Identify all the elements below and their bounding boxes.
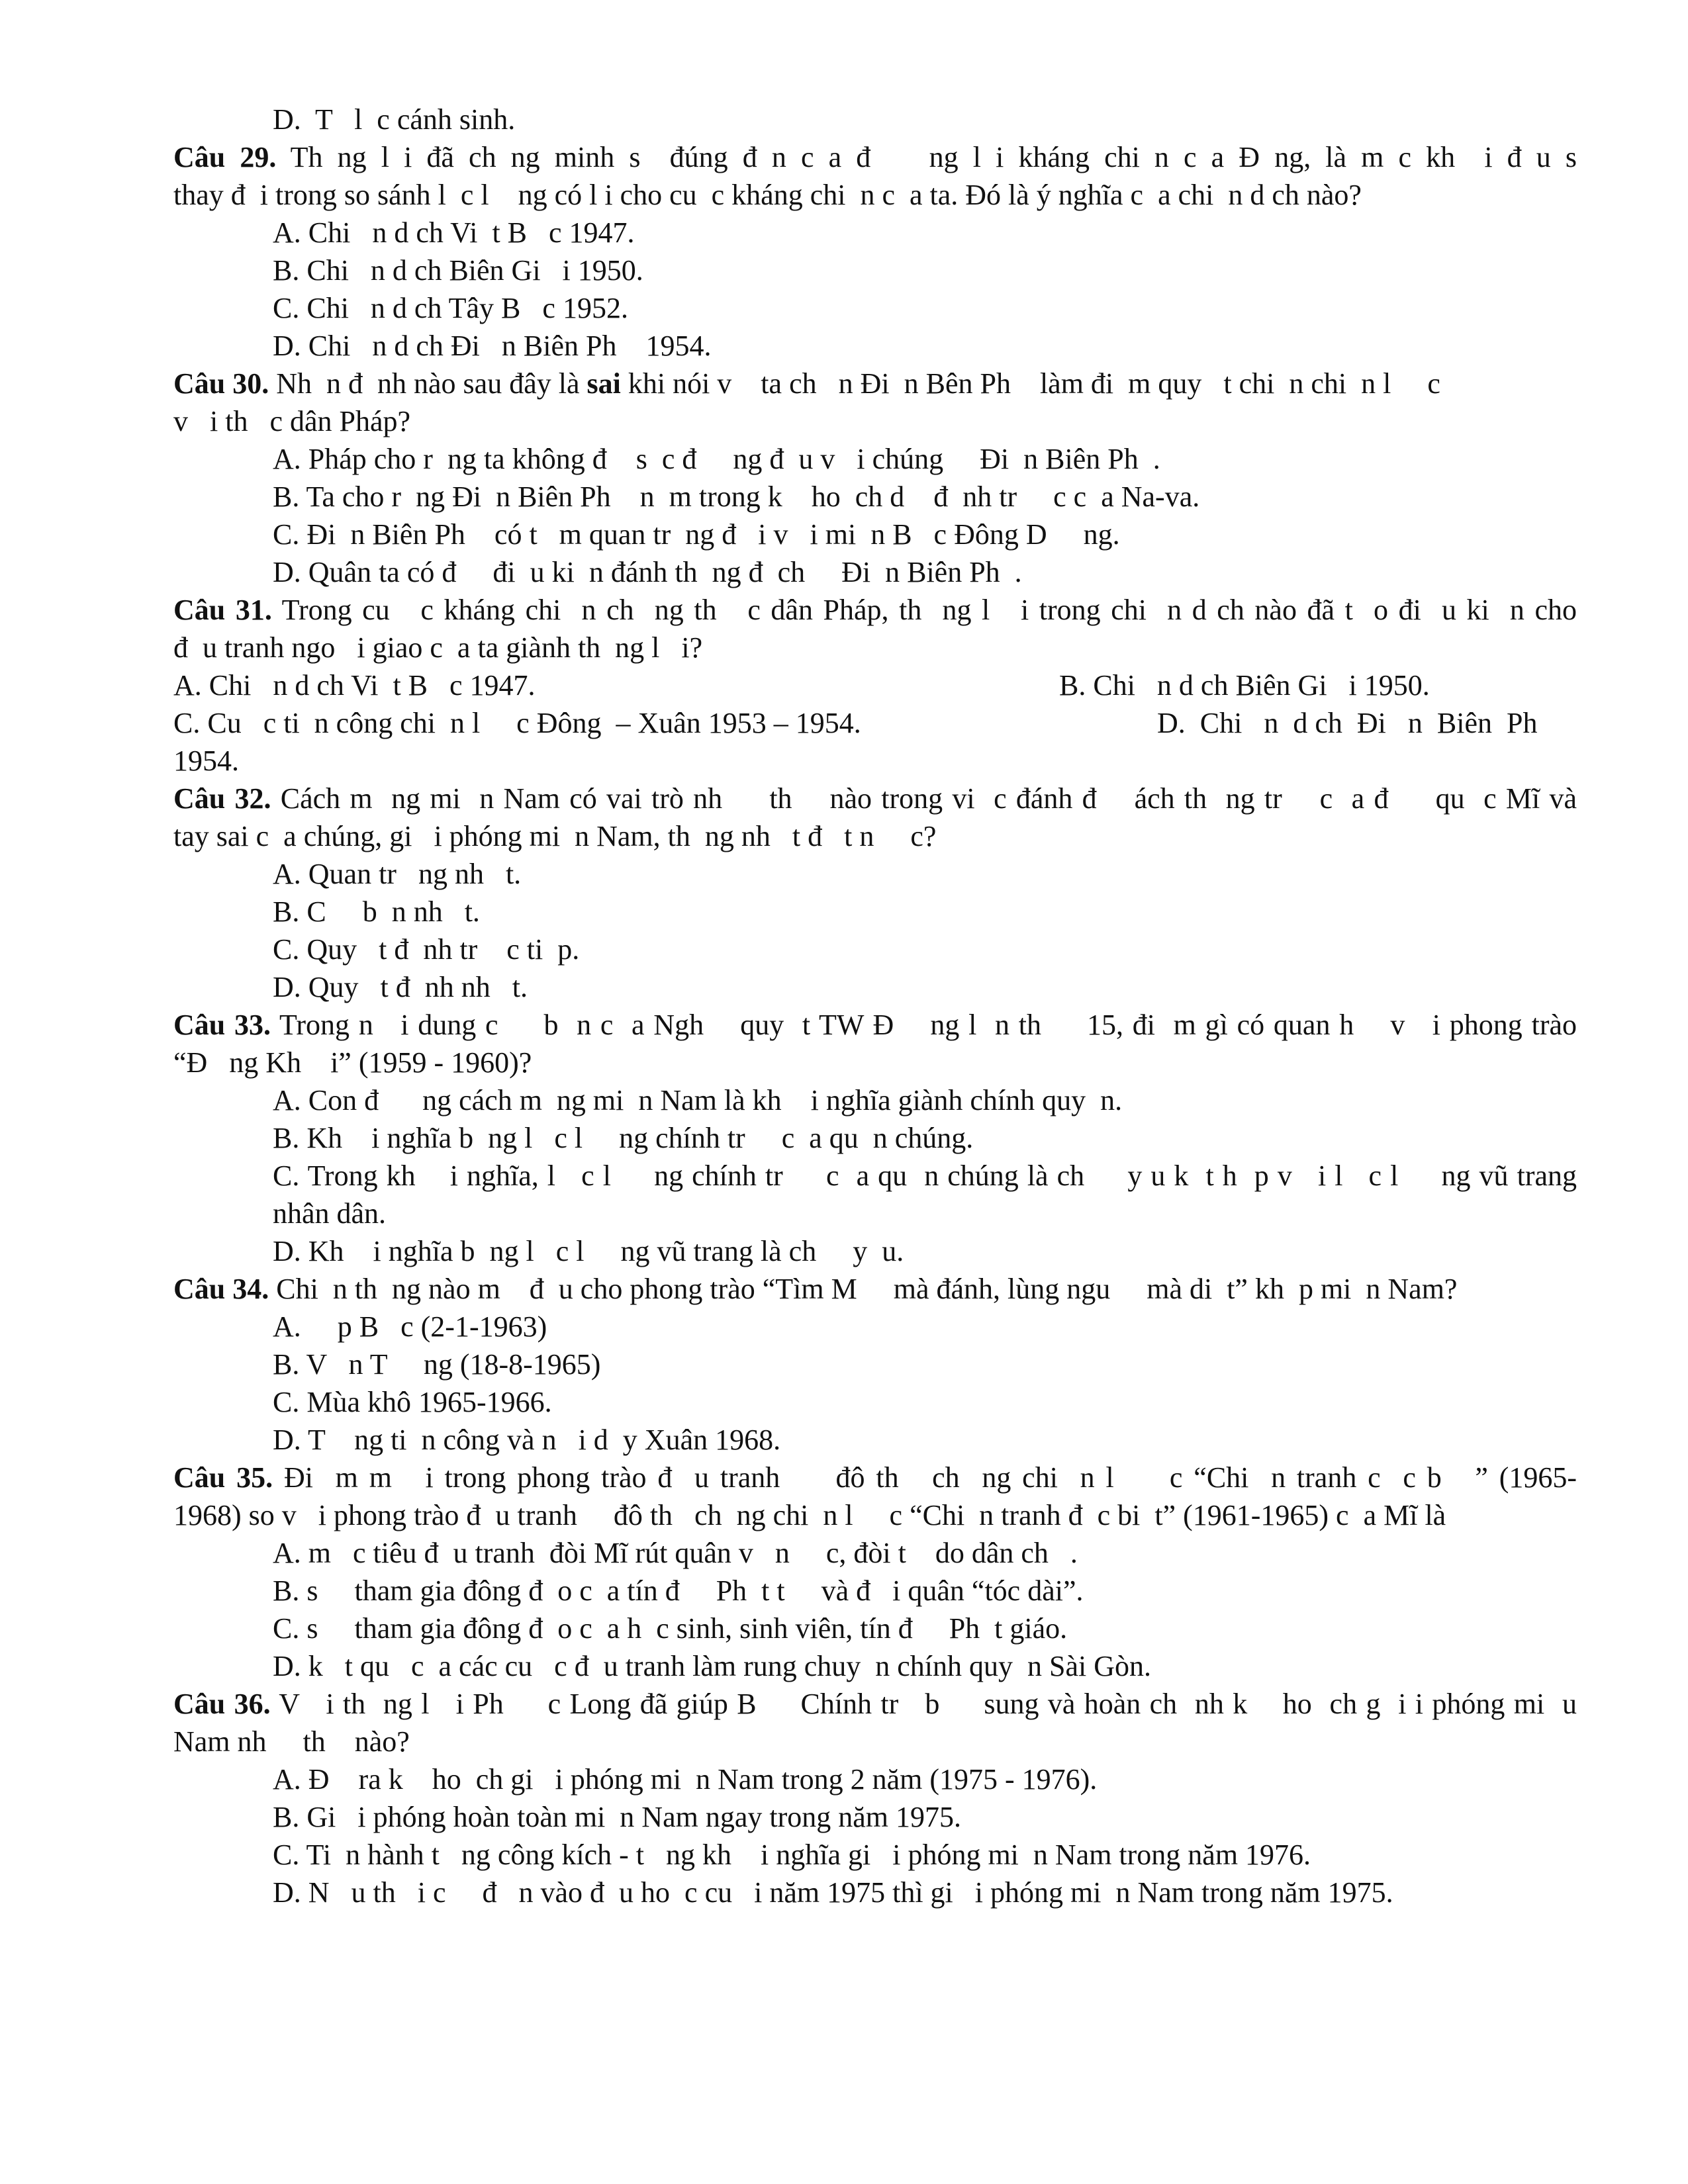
prev-option-d: D. T l c cánh sinh.: [273, 103, 516, 136]
question-33-option-a: A. Con đ ng cách m ng mi n Nam là kh i nghĩa giành chính quy n.: [273, 1084, 1123, 1116]
question-29-option-c: C. Chi n d ch Tây B c 1952.: [273, 292, 628, 324]
question-30-label: Câu 30.: [173, 367, 269, 400]
question-36-option-b: B. Gi i phóng hoàn toàn mi n Nam ngay trong năm 1975.: [273, 1801, 961, 1833]
question-30-option-c: C. Đi n Biên Ph có t m quan tr ng đ i v i mi n B c Đông D ng.: [273, 518, 1120, 551]
question-33-option-d: D. Kh i nghĩa b ng l c l ng vũ trang là ch y u.: [273, 1235, 904, 1267]
question-34-option-c: C. Mùa khô 1965-1966.: [273, 1386, 552, 1418]
question-36-option-a: A. Đ ra k ho ch gi i phóng mi n Nam trong 2 năm (1975 - 1976).: [273, 1763, 1098, 1796]
question-29-option-a: A. Chi n d ch Vi t B c 1947.: [273, 216, 635, 249]
question-31-option-d-wrap: 1954.: [173, 745, 239, 777]
question-33-line-2: “Đ ng Kh i” (1959 - 1960)?: [173, 1046, 532, 1079]
question-30-option-a: A. Pháp cho r ng ta không đ s c đ ng đ u v i chúng Đi n Biên Ph .: [273, 443, 1160, 475]
question-30-emphasis: sai: [586, 367, 621, 400]
question-32-line-2: tay sai c a chúng, gi i phóng mi n Nam, th ng nh t đ t n c?: [173, 820, 937, 852]
question-32-option-c: C. Quy t đ nh tr c ti p.: [273, 933, 580, 966]
question-34-label: Câu 34.: [173, 1273, 269, 1305]
question-33-option-b: B. Kh i nghĩa b ng l c l ng chính tr c a qu n chúng.: [273, 1122, 974, 1154]
question-32-option-b: B. C b n nh t.: [273, 895, 480, 928]
question-34-option-b: B. V n T ng (18-8-1965): [273, 1348, 601, 1381]
question-29-option-d: D. Chi n d ch Đi n Biên Ph 1954.: [273, 330, 712, 362]
question-31-option-b: B. Chi n d ch Biên Gi i 1950.: [1059, 669, 1430, 702]
question-30-option-d: D. Quân ta có đ đi u ki n đánh th ng đ ch Đi n Biên Ph .: [273, 556, 1022, 588]
question-34-line-1: Câu 34. Chi n th ng nào m đ u cho phong trào “Tìm M mà đánh, lùng ngu mà di t” kh p mi n Nam?: [173, 1273, 1458, 1305]
question-31-option-d: D. Chi n d ch Đi n Biên Ph: [1157, 707, 1538, 739]
question-32-line-1: Câu 32. Cách m ng mi n Nam có vai trò nh th nào trong vi c đánh đ ách th ng tr c a đ qu c Mĩ và: [173, 782, 1577, 815]
question-31-line-1: Câu 31. Trong cu c kháng chi n ch ng th c dân Pháp, th ng l i trong chi n d ch nào đã t o đi u ki n cho: [173, 594, 1577, 626]
question-30-line-1: Câu 30. Nh n đ nh nào sau đây là sai khi nói v ta ch n Đi n Bên Ph làm đi m quy t chi n chi n l c: [173, 367, 1440, 400]
question-31-line-2: đ u tranh ngo i giao c a ta giành th ng l i?: [173, 631, 703, 664]
question-36-line-2: Nam nh th nào?: [173, 1725, 410, 1758]
question-29-label: Câu 29.: [173, 141, 277, 173]
question-29-line-2: thay đ i trong so sánh l c l ng có l i cho cu c kháng chi n c a ta. Đó là ý nghĩa c a chi n d ch nào?: [173, 179, 1362, 211]
question-33-option-c-wrap: nhân dân.: [273, 1197, 387, 1230]
question-33-label: Câu 33.: [173, 1009, 271, 1041]
question-33-line-1: Câu 33. Trong n i dung c b n c a Ngh quy t TW Đ ng l n th 15, đi m gì có quan h v i phong trào: [173, 1009, 1577, 1041]
question-35-option-c: C. s tham gia đông đ o c a h c sinh, sinh viên, tín đ Ph t giáo.: [273, 1612, 1068, 1645]
question-35-option-b: B. s tham gia đông đ o c a tín đ Ph t t và đ i quân “tóc dài”.: [273, 1574, 1084, 1607]
question-32-option-d: D. Quy t đ nh nh t.: [273, 971, 528, 1003]
question-35-line-2: 1968) so v i phong trào đ u tranh đô th ch ng chi n l c “Chi n tranh đ c bi t” (1961-1965) c a Mĩ là: [173, 1499, 1446, 1531]
question-35-label: Câu 35.: [173, 1461, 273, 1494]
question-35-option-a: A. m c tiêu đ u tranh đòi Mĩ rút quân v n c, đòi t do dân ch .: [273, 1537, 1078, 1569]
question-33-option-c: C. Trong kh i nghĩa, l c l ng chính tr c a qu n chúng là ch y u k t h p v i l c l ng vũ trang: [273, 1160, 1577, 1192]
question-31-option-c: C. Cu c ti n công chi n l c Đông – Xuân 1953 – 1954.: [173, 707, 861, 739]
question-36-label: Câu 36.: [173, 1688, 271, 1720]
question-32-option-a: A. Quan tr ng nh t.: [273, 858, 522, 890]
question-35-line-1: Câu 35. Đi m m i trong phong trào đ u tranh đô th ch ng chi n l c “Chi n tranh c c b ” (1965-: [173, 1461, 1577, 1494]
question-36-option-d: D. N u th i c đ n vào đ u ho c cu i năm 1975 thì gi i phóng mi n Nam trong năm 1975.: [273, 1876, 1393, 1909]
question-31-label: Câu 31.: [173, 594, 272, 626]
question-32-label: Câu 32.: [173, 782, 271, 815]
question-34-option-a: A. p B c (2-1-1963): [273, 1310, 547, 1343]
question-36-option-c: C. Ti n hành t ng công kích - t ng kh i nghĩa gi i phóng mi n Nam trong năm 1976.: [273, 1839, 1311, 1871]
question-35-option-d: D. k t qu c a các cu c đ u tranh làm rung chuy n chính quy n Sài Gòn.: [273, 1650, 1152, 1682]
question-36-line-1: Câu 36. V i th ng l i Ph c Long đã giúp B Chính tr b sung và hoàn ch nh k ho ch g i i phóng mi u: [173, 1688, 1577, 1720]
question-30-option-b: B. Ta cho r ng Đi n Biên Ph n m trong k ho ch d đ nh tr c c a Na-va.: [273, 480, 1200, 513]
question-34-option-d: D. T ng ti n công và n i d y Xuân 1968.: [273, 1424, 781, 1456]
question-31-option-a: A. Chi n d ch Vi t B c 1947.: [173, 669, 536, 702]
question-29-option-b: B. Chi n d ch Biên Gi i 1950.: [273, 254, 643, 287]
question-30-line-2: v i th c dân Pháp?: [173, 405, 411, 437]
question-29-line-1: Câu 29. Th ng l i đã ch ng minh s đúng đ n c a đ ng l i kháng chi n c a Đ ng, là m c kh i đ u s: [173, 141, 1577, 173]
